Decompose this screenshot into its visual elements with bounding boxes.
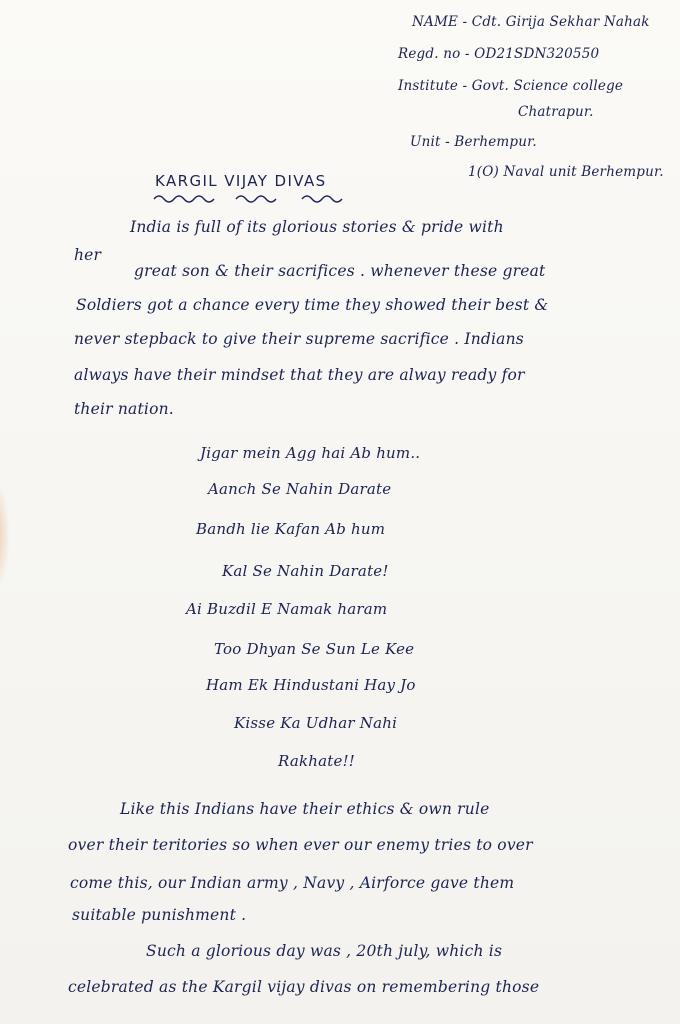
page-edge-shadow — [0, 480, 10, 590]
para2-line-4: suitable punishment . — [72, 906, 247, 924]
para2-line-3: come this, our Indian army , Navy , Airforce gave them — [70, 874, 515, 892]
para3-line-1: Such a glorious day was , 20th july, which is — [146, 942, 503, 960]
para1-line-1: India is full of its glorious stories & pride with — [130, 218, 504, 236]
poem-line-8: Kisse Ka Udhar Nahi — [234, 714, 398, 732]
page-title: KARGIL VIJAY DIVAS — [155, 172, 327, 190]
header-regd: Regd. no - OD21SDN320550 — [398, 46, 600, 62]
poem-line-3: Bandh lie Kafan Ab hum — [196, 520, 386, 538]
para2-line-1: Like this Indians have their ethics & own rule — [120, 800, 490, 818]
header-institute: Institute - Govt. Science college — [398, 78, 624, 94]
title-underline-squiggle — [152, 192, 352, 206]
header-unit-cont: 1(O) Naval unit Berhempur. — [468, 164, 664, 180]
poem-line-7: Ham Ek Hindustani Hay Jo — [206, 676, 416, 694]
poem-line-9: Rakhate!! — [278, 752, 356, 770]
para1-line-4: Soldiers got a chance every time they showed their best & — [76, 296, 549, 314]
para1-line-2: her — [74, 246, 102, 264]
header-name: NAME - Cdt. Girija Sekhar Nahak — [412, 14, 650, 30]
para1-line-5: never stepback to give their supreme sacrifice . Indians — [74, 330, 524, 348]
para3-line-2: celebrated as the Kargil vijay divas on remembering those — [68, 978, 540, 996]
para2-line-2: over their teritories so when ever our enemy tries to over — [68, 836, 533, 854]
poem-line-6: Too Dhyan Se Sun Le Kee — [214, 640, 415, 658]
header-institute-cont: Chatrapur. — [518, 104, 594, 120]
poem-line-1: Jigar mein Agg hai Ab hum.. — [200, 444, 421, 462]
para1-line-6: always have their mindset that they are alway ready for — [74, 366, 525, 384]
para1-line-7: their nation. — [74, 400, 174, 418]
para1-line-3: great son & their sacrifices . whenever these great — [134, 262, 546, 280]
poem-line-5: Ai Buzdil E Namak haram — [186, 600, 388, 618]
poem-line-4: Kal Se Nahin Darate! — [222, 562, 389, 580]
poem-line-2: Aanch Se Nahin Darate — [208, 480, 392, 498]
header-unit: Unit - Berhempur. — [410, 134, 537, 150]
